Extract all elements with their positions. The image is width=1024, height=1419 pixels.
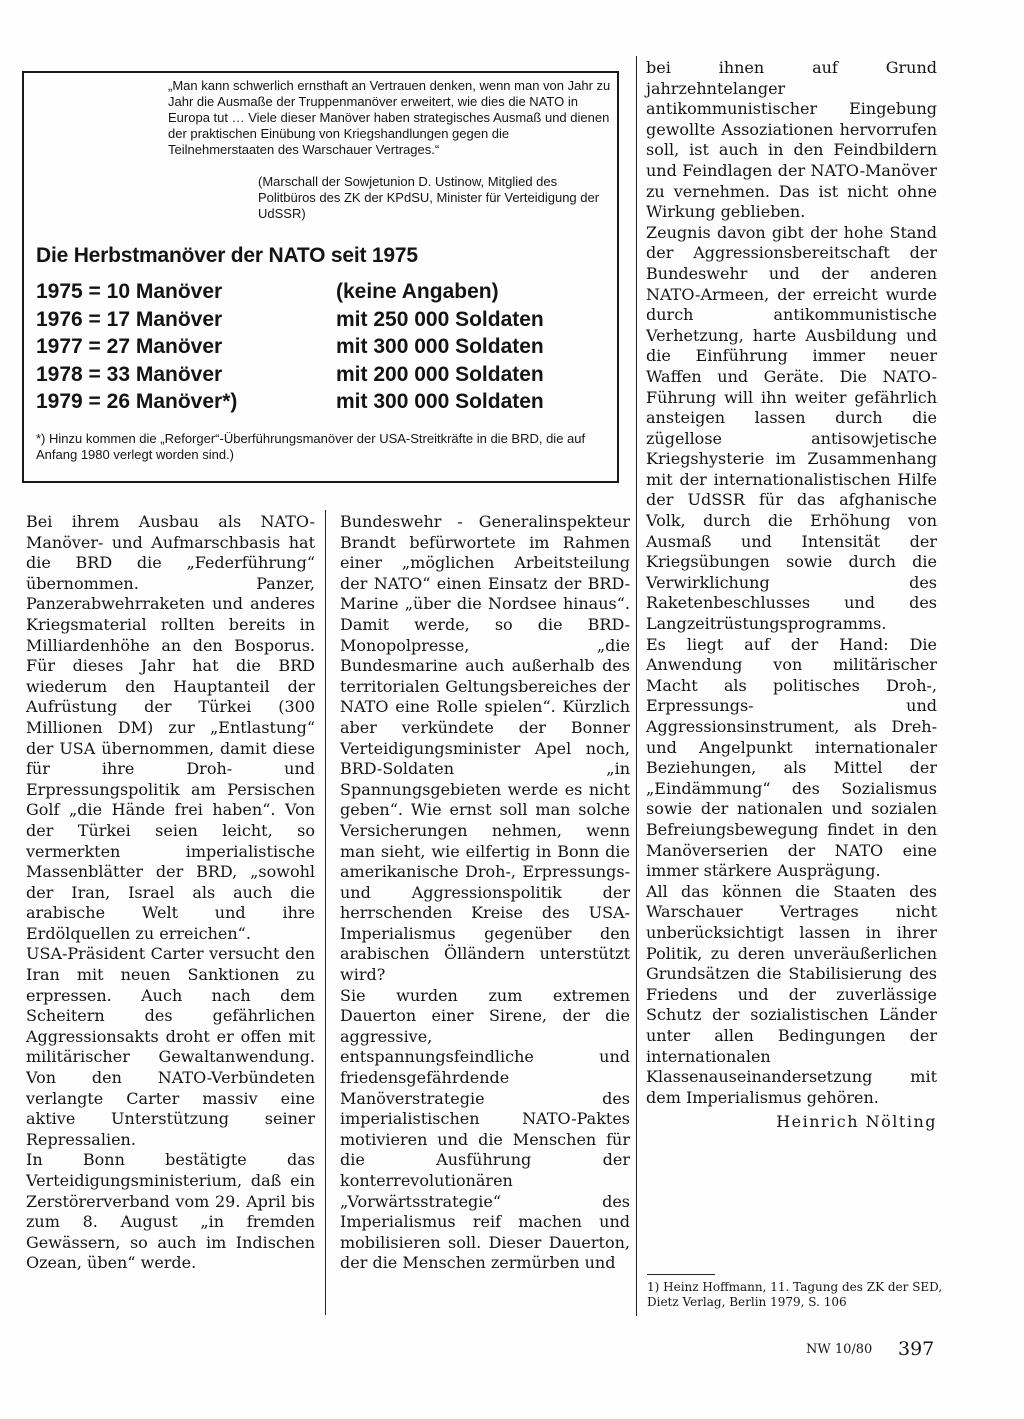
paragraph: bei ihnen auf Grund jahrzehntelanger antikommunistischer Eingebung gewollte Assoziationen hervorrufen soll, ist auch in den Feindbildern und Feindlagen der NATO-Manöver zu vernehmen. Das ist nicht ohne Wirkung geblieben. — [646, 58, 937, 222]
article-column-1 — [26, 512, 315, 1274]
stat-row — [36, 388, 606, 416]
column-rule — [325, 510, 326, 1315]
box-footnote: *) Hinzu kommen die „Reforger“-Überführungsmanöver der USA-Streitkräfte in die BRD, die auf Anfang 1980 verlegt worden sind.) — [36, 431, 586, 462]
stat-year-count: 1978 = 33 Manöver — [36, 362, 223, 386]
column-rule — [636, 56, 637, 1316]
paragraph: In Bonn bestätigte das Verteidigungsministerium, daß ein Zerstörerverband vom 29. April bis zum 8. August „in fremden Gewässern, so auch im Indischen Ozean, üben“ werde. — [26, 1150, 315, 1273]
stat-row — [36, 333, 606, 361]
footnote-rule — [647, 1274, 715, 1275]
stat-soldiers: (keine Angaben) — [336, 280, 499, 303]
box-title: Die Herbstmanöver der NATO seit 1975 — [36, 244, 418, 267]
article-column-2 — [340, 512, 630, 1274]
paragraph: Bundeswehr - Generalinspekteur Brandt befürwortete im Rahmen einer „möglichen Arbeitsteilung der NATO“ einen Einsatz der BRD-Marine „über die Nordsee hinaus“. Damit werde, so die BRD-Monopolpresse, „die Bundesmarine auch außerhalb des territorialen Geltungsbereiches der NATO eine Rolle spielen“. Kürzlich aber verkündete der Bonner Verteidigungsminister Apel noch, BRD-Soldaten „in Spannungsgebieten werde es nicht geben“. Wie ernst soll man solche Versicherungen nehmen, wenn man sieht, wie eilfertig in Bonn die amerikanische Droh-, Erpressungs- und Aggressionspolitik der herrschenden Kreise des USA-Imperialismus gegenüber den arabischen Ölländern unterstützt wird? — [340, 512, 630, 985]
box-attribution: (Marschall der Sowjetunion D. Ustinow, Mitglied des Politbüros des ZK der KPdSU, Minister für Verteidigung der UdSSR) — [258, 174, 600, 221]
stat-year-count: 1979 = 26 Manöver*) — [36, 390, 238, 413]
paragraph: Bei ihrem Ausbau als NATO-Manöver- und Aufmarschbasis hat die BRD die „Federführung“ übernommen. Panzer, Panzerabwehrraketen und anderes Kriegsmaterial rollten bereits in Milliardenhöhe an den Bosporus. Für dieses Jahr hat die BRD wiederum den Hauptanteil der Aufrüstung der Türkei (300 Millionen DM) zur „Entlastung“ der USA übernommen, damit diese für ihre Droh- und Erpressungspolitik am Persischen Golf „die Hände frei haben“. Von der Türkei seien leicht, so vermerkten imperialistische Massenblätter der BRD, „sowohl der Iran, Israel als auch die arabische Welt und ihre Erdölquellen zu erreichen“. — [26, 512, 315, 943]
issue-label: NW 10/80 — [806, 1342, 873, 1357]
article-column-3 — [646, 58, 937, 1133]
stat-row — [36, 361, 606, 389]
stat-soldiers: mit 300 000 Soldaten — [336, 335, 544, 358]
stat-year-count: 1976 = 17 Manöver — [36, 307, 223, 331]
paragraph: Sie wurden zum extremen Dauerton einer Sirene, der die aggressive, entspannungsfeindliche und friedensgefährdende Manöverstrategie des imperialistischen NATO-Paktes motivieren und die Menschen für die Ausführung der konterrevolutionären „Vorwärtsstrategie“ des Imperialismus reif machen und mobilisieren soll. Dieser Dauerton, der die Menschen zermürben und — [340, 985, 630, 1273]
stat-soldiers: mit 250 000 Soldaten — [336, 307, 544, 331]
paragraph: All das können die Staaten des Warschauer Vertrages nicht unberücksichtigt lassen in ihrer Politik, zu deren unveräußerlichen Grundsätzen die Stabilisierung des Friedens und der zuverlässige Schutz der sozialistischen Länder unter allen Bedingungen der internationalen Klassenauseinandersetzung mit dem Imperialismus gehören. — [646, 881, 937, 1107]
paragraph: Es liegt auf der Hand: Die Anwendung von militärischer Macht als politisches Droh-, Erpressungs- und Aggressionsinstrument, als Dreh- und Angelpunkt internationaler Beziehungen, als Mittel der „Eindämmung“ des Sozialismus sowie der nationalen und sozialen Befreiungsbewegung findet in den Manöverserien der NATO eine immer stärkere Ausprägung. — [646, 634, 937, 881]
box-quote: „Man kann schwerlich ernsthaft an Vertrauen denken, wenn man von Jahr zu Jahr die Ausmaße der Truppenmanöver erweitert, wie dies die NATO in Europa tut … Viele dieser Manöver haben strategisches Ausmaß und dienen der praktischen Einübung von Kriegshandlungen gegen die Teilnehmerstaaten des Warschauer Vertrages.“ — [168, 78, 611, 157]
stat-year-count: 1977 = 27 Manöver — [36, 335, 223, 358]
stat-soldiers: mit 200 000 Soldaten — [336, 362, 544, 386]
paragraph: Zeugnis davon gibt der hohe Stand der Aggressionsbereitschaft der Bundeswehr und der anderen NATO-Armeen, der erreicht wurde durch antikommunistische Verhetzung, harte Ausbildung und die Einführung immer neuer Waffen und Geräte. Die NATO-Führung will ihn weiter gefährlich ansteigen lassen durch die zügellose antisowjetische Kriegshysterie im Zusammenhang mit der internationalistischen Hilfe der UdSSR für das afghanische Volk, durch die Erhöhung von Ausmaß und Intensität der Kriegsübungen sowie durch die Verwirklichung des Raketenbeschlusses und des Langzeitrüstungsprogramms. — [646, 222, 937, 634]
stat-row — [36, 306, 606, 334]
page-number: 397 — [898, 1338, 935, 1360]
stat-year-count: 1975 = 10 Manöver — [36, 280, 223, 303]
author-signature: Heinrich Nölting — [776, 1112, 937, 1132]
stat-row — [36, 278, 606, 306]
paragraph: USA-Präsident Carter versucht den Iran mit neuen Sanktionen zu erpressen. Auch nach dem Scheitern des gefährlichen Aggressionsakts droht er offen mit militärischer Gewaltanwendung. Von den NATO-Verbündeten verlangte Carter massiv eine aktive Unterstützung seiner Repressalien. — [26, 944, 315, 1149]
footnote: 1) Heinz Hoffmann, 11. Tagung des ZK der SED, Dietz Verlag, Berlin 1979, S. 106 — [647, 1280, 943, 1309]
stat-soldiers: mit 300 000 Soldaten — [336, 390, 544, 413]
maneuver-stats — [36, 278, 606, 416]
